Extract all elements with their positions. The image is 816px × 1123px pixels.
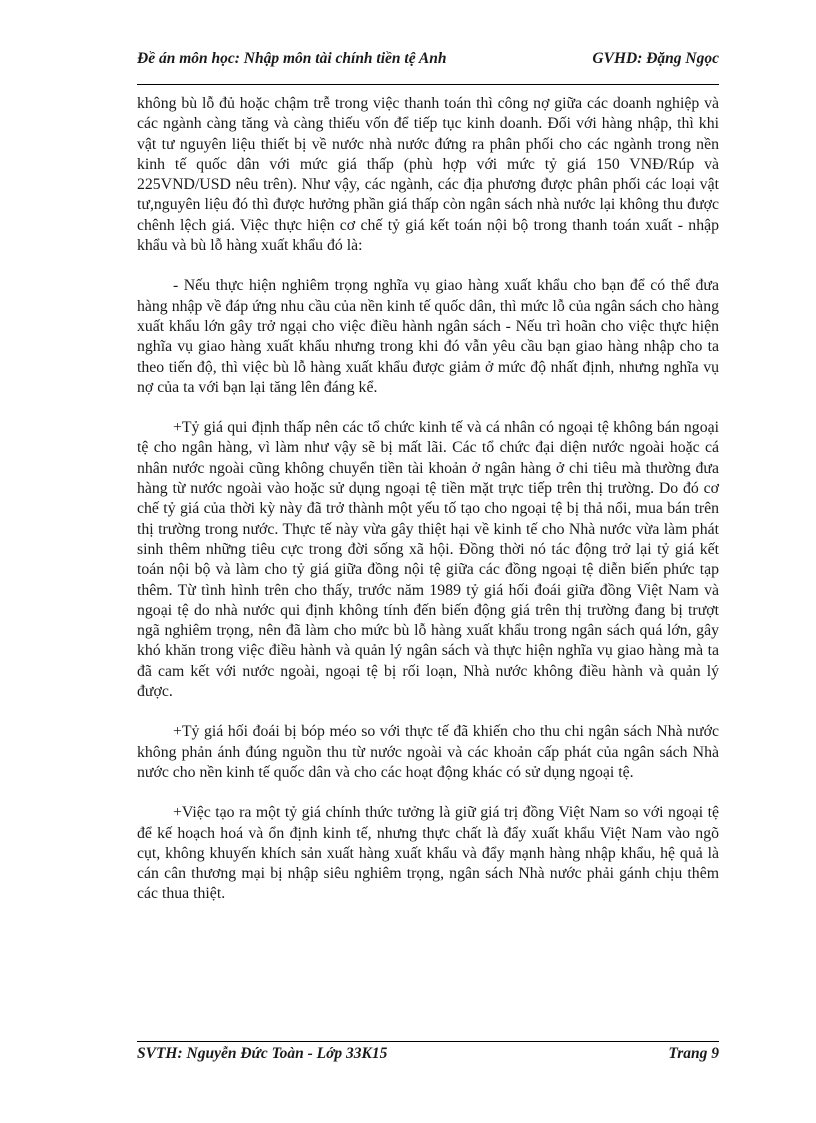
- paragraph-3: +Tỷ giá qui định thấp nên các tổ chức kinh tế và cá nhân có ngoại tệ không bán ngoại tệ cho ngân hàng, vì làm như vậy sẽ bị mất lãi. Các tổ chức đại diện nước ngoài hoặc cá nhân nước ngoài cũng không chuyển tiền tài khoản ở ngân hàng ở chi tiêu mà thường đưa hàng từ nước ngoài vào hoặc sử dụng ngoại tệ tiền mặt trực tiếp trên thị trường. Do đó cơ chế tỷ giá của thời kỳ này đã trở thành một yếu tố tạo cho ngoại tệ bị thả nổi, mua bán trên thị trường trong nước. Thực tế này vừa gây thiệt hại về kinh tế cho Nhà nước vừa làm phát sinh thêm những tiêu cực trong đời sống xã hội. Đồng thời nó tác động trở lại tỷ giá kết toán nội bộ và làm cho tỷ giá giữa đồng nội tệ giữa các đồng ngoại tệ diễn biến phức tạp thêm. Từ tình hình trên cho thấy, trước năm 1989 tỷ giá hối đoái giữa đồng Việt Nam và ngoại tệ do nhà nước qui định không tính đến biến động giá trên thị trường đang bị trượt ngã nghiêm trọng, nên đã làm cho mức bù lỗ hàng xuất khẩu trong ngân sách quá lớn, gây khó khăn trong việc điều hành và quản lý ngân sách và thực hiện nghĩa vụ giao hàng mà ta đã cam kết với nước ngoài, ngoại tệ bị rối loạn, Nhà nước không điều hành và quản lý được.: [137, 419, 719, 701]
- paragraph-2: - Nếu thực hiện nghiêm trọng nghĩa vụ giao hàng xuất khẩu cho bạn để có thể đưa hàng nhập về đáp ứng nhu cầu của nền kinh tế quốc dân, thì mức lỗ của ngân sách cho hàng xuất khẩu lớn gây trở ngại cho việc điều hành ngân sách - Nếu trì hoãn cho việc thực hiện nghĩa vụ giao hàng xuất khẩu nhưng trong khi đó vẫn yêu cầu bạn giao hàng nhập cho ta theo tiến độ, thì việc bù lỗ hàng xuất khẩu được giảm ở mức độ nhất định, nhưng nghĩa vụ nợ của ta với bạn lại tăng lên đáng kể.: [137, 277, 719, 396]
- header-course-title: Đề án môn học: Nhập môn tài chính tiền tệ Anh: [137, 50, 447, 67]
- document-body: [137, 94, 719, 925]
- paragraph-5: +Việc tạo ra một tỷ giá chính thức tưởng là giữ giá trị đồng Việt Nam so với ngoại tệ để kế hoạch hoá và ổn định kinh tế, nhưng thực chất là đẩy xuất khẩu Việt Nam vào ngõ cụt, không khuyến khích sản xuất hàng xuất khẩu và đẩy mạnh hàng nhập khẩu, hệ quả là cán cân thương mại bị nhập siêu nghiêm trọng, ngân sách Nhà nước phải gánh chịu thêm các thua thiệt.: [137, 804, 719, 903]
- page-footer: [137, 1045, 719, 1065]
- footer-page-number: Trang 9: [668, 1045, 719, 1062]
- paragraph-1: không bù lỗ đủ hoặc chậm trễ trong việc thanh toán thì công nợ giữa các doanh nghiệp và các ngành càng tăng và càng thiếu vốn để tiếp tục kinh doanh. Đối với hàng nhập, thì khi vật tư nguyên liệu thiết bị về nước nhà nước đứng ra phân phối cho các ngành trong nền kinh tế quốc dân với mức giá thấp (phù hợp với mức tỷ giá 150 VNĐ/Rúp và 225VND/USD nêu trên). Như vậy, các ngành, các địa phương được phân phối các loại vật tư,nguyên liệu đó thì được hưởng phần giá thấp còn ngân sách nhà nước lại không thu được chênh lệch giá. Việc thực hiện cơ chế tỷ giá kết toán nội bộ trong thanh toán xuất - nhập khẩu và bù lỗ hàng xuất khẩu đó là:: [137, 95, 719, 255]
- page-header: [137, 50, 719, 86]
- header-divider: [137, 84, 719, 85]
- footer-author: SVTH: Nguyễn Đức Toàn - Lớp 33K15: [137, 1045, 388, 1062]
- paragraph-4: +Tỷ giá hối đoái bị bóp méo so với thực tế đã khiến cho thu chi ngân sách Nhà nước không phản ánh đúng nguồn thu từ nước ngoài và các khoản cấp phát của ngân sách Nhà nước cho nền kinh tế quốc dân và cho các hoạt động khác có sử dụng ngoại tệ.: [137, 723, 719, 781]
- header-instructor: GVHD: Đặng Ngọc: [592, 50, 719, 67]
- footer-divider: [137, 1041, 719, 1042]
